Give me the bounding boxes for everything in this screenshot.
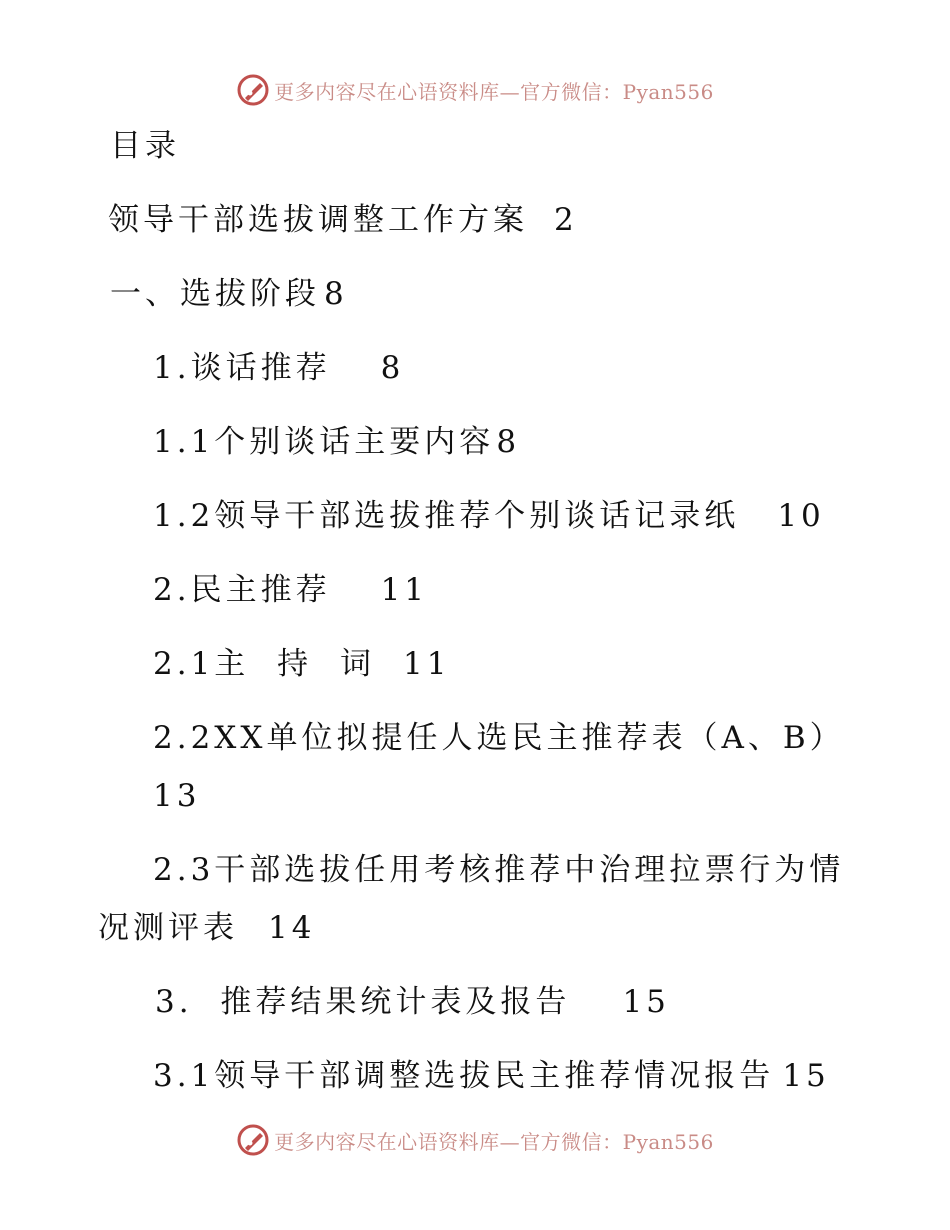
toc-entry-continuation: 况测评表 14 — [98, 910, 316, 946]
toc-page-number: 8 — [324, 276, 348, 312]
footer-watermark-text: 更多内容尽在心语资料库—官方微信：Pyan556 — [274, 1129, 714, 1154]
pen-logo-icon — [236, 1123, 270, 1157]
toc-page-number: 11 — [380, 572, 429, 608]
toc-page-number: 8 — [496, 424, 521, 460]
toc-entry: 领导干部选拔调整工作方案 2 — [108, 202, 578, 238]
pen-logo-icon — [236, 73, 270, 107]
toc-entry: 2.民主推荐 11 — [153, 572, 429, 608]
toc-heading: 目录 — [110, 128, 180, 164]
toc-entry: 一、选拔阶段 8 — [110, 276, 348, 312]
toc-page-number: 13 — [153, 778, 201, 814]
header-watermark — [0, 70, 950, 110]
toc-page-number: 14 — [268, 910, 316, 946]
toc-entry: 3. 推荐结果统计表及报告 15 — [155, 984, 670, 1020]
toc-entry: 1.2领导干部选拔推荐个别谈话记录纸 10 — [153, 498, 825, 534]
toc-page-number: 11 — [403, 646, 451, 682]
toc-entry: 3.1领导干部调整选拔民主推荐情况报告 15 — [153, 1058, 830, 1094]
toc-page-number: 15 — [782, 1058, 830, 1094]
toc-entry: 2.3干部选拔任用考核推荐中治理拉票行为情 — [153, 852, 845, 888]
toc-page-number: 2 — [554, 202, 578, 238]
header-watermark-text: 更多内容尽在心语资料库—官方微信：Pyan556 — [274, 79, 714, 104]
toc-entry: 1.谈话推荐 8 — [153, 350, 405, 386]
toc-page-number: 10 — [777, 498, 825, 534]
toc-entry: 1.1个别谈话主要内容8 — [153, 424, 521, 460]
footer-watermark — [0, 1120, 950, 1160]
toc-entry: 2.2XX单位拟提任人选民主推荐表（A、B） — [153, 720, 845, 756]
toc-entry: 2.1主 持 词 11 — [153, 646, 451, 682]
toc-page-number: 15 — [622, 984, 670, 1020]
toc-page-number: 8 — [380, 350, 405, 386]
